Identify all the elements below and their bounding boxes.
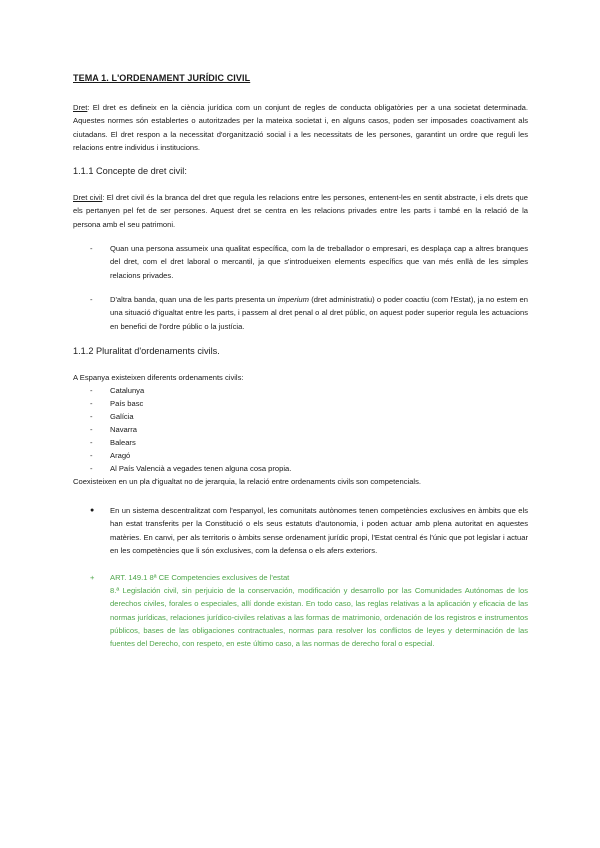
list-item: Al País Valencià a vegades tenen alguna cosa propia.	[110, 464, 292, 473]
section1-term: Dret civil	[73, 193, 103, 202]
article-text: 8.ª Legislación civil, sin perjuicio de la conservación, modificación y desarrollo por las Comunidades Autónomas de los derechos civiles, forales o especiales, allí donde existan. En todo caso, las reglas relativas a la aplicación y eficacia de las normas jurídicas, relaciones jurídico-civiles relativas a las formas de matrimonio, ordenación de los registros e instrumentos públicos, bases de las obligaciones contractuales, normas para resolver los conflictos de leyes y determinación de las fuentes del Derecho, con respeto, en este último caso, a las normas de derecho foral o especial.	[110, 586, 528, 649]
list-item: País basc	[110, 399, 144, 408]
section2-heading: 1.1.2 Pluralitat d'ordenaments civils.	[73, 346, 220, 356]
bullet-marker: -	[90, 295, 93, 304]
list-marker: -	[90, 464, 93, 473]
list-marker: -	[90, 399, 93, 408]
intro-term: Dret	[73, 103, 88, 112]
plus-marker-icon: +	[90, 573, 95, 582]
section1-paragraph	[73, 191, 528, 231]
section1-heading: 1.1.1 Concepte de dret civil:	[73, 166, 187, 176]
list-marker: -	[90, 386, 93, 395]
bullet-marker: -	[90, 244, 93, 253]
dot-bullet-icon: ●	[90, 507, 95, 514]
section2-after-list: Coexisteixen en un pla d'igualtat no de jerarquia, la relació entre ordenaments civils son competencials.	[73, 477, 422, 486]
intro-paragraph	[73, 101, 528, 154]
article-heading: ART. 149.1 8ª CE Competencies exclusives de l'estat	[110, 573, 290, 582]
list-marker: -	[90, 451, 93, 460]
section2-dot-bullet: En un sistema descentralitzat com l'espanyol, les comunitats autònomes tenen competències exclusives en àmbits que els han estat transferits per la Constitució o els seus estatuts d'autonomia, i poden actuar amb plena autoritat en aquestes matèries. En canvi, per als territoris o àmbits sense ordenament jurídic propi, l'Estat central és l'únic que pot legislar i actuar en les competències que li són exclusives, com la defensa o els afers exteriors.	[110, 506, 528, 555]
imperium-term: imperium	[277, 295, 309, 304]
list-item: Galícia	[110, 412, 134, 421]
list-item: Navarra	[110, 425, 138, 434]
list-marker: -	[90, 412, 93, 421]
section1-bullet-2: D'altra banda, quan una de les parts presenta un imperium (dret administratiu) o poder coactiu (com l'Estat), ja no estem en una situació d'igualtat entre les parts, i passem al dret penal o al dret públic, on aquest poder superior regula les actuacions en benefici de l'ordre públic o la justícia.	[110, 295, 528, 331]
section2-lead: A Espanya existeixen diferents ordenaments civils:	[73, 373, 244, 382]
section1-bullet-1: Quan una persona assumeix una qualitat específica, com la de treballador o empresari, es desplaça cap a altres branques del dret, com el dret laboral o mercantil, ja que s'introdueixen elements específics que van més enllà de les simples relacions privades.	[110, 244, 528, 280]
list-item: Balears	[110, 438, 136, 447]
page-title: TEMA 1. L'ORDENAMENT JURÍDIC CIVIL	[73, 73, 251, 83]
list-item: Aragó	[110, 451, 131, 460]
section1-text: : El dret civil és la branca del dret que regula les relacions entre les persones, entenent-les en sentit abstracte, i els drets que els pertanyen pel fet de ser persones. Aquest dret se centra en les relacions privades entre les parts i també en la relació de la persona amb el seu patrimoni.	[73, 193, 528, 229]
list-item: Catalunya	[110, 386, 145, 395]
list-marker: -	[90, 425, 93, 434]
intro-text: : El dret es defineix en la ciència jurídica com un conjunt de regles de conducta obligatòries per a una societat determinada. Aquestes normes són establertes o autoritzades per la mateixa societat i, en alguns casos, poden ser imposades coactivament als ciutadans. El dret respon a la necessitat d'organització social i a les necessitats de les persones, garantint un ordre que reguli les relacions entre individus i institucions.	[73, 103, 528, 152]
list-marker: -	[90, 438, 93, 447]
